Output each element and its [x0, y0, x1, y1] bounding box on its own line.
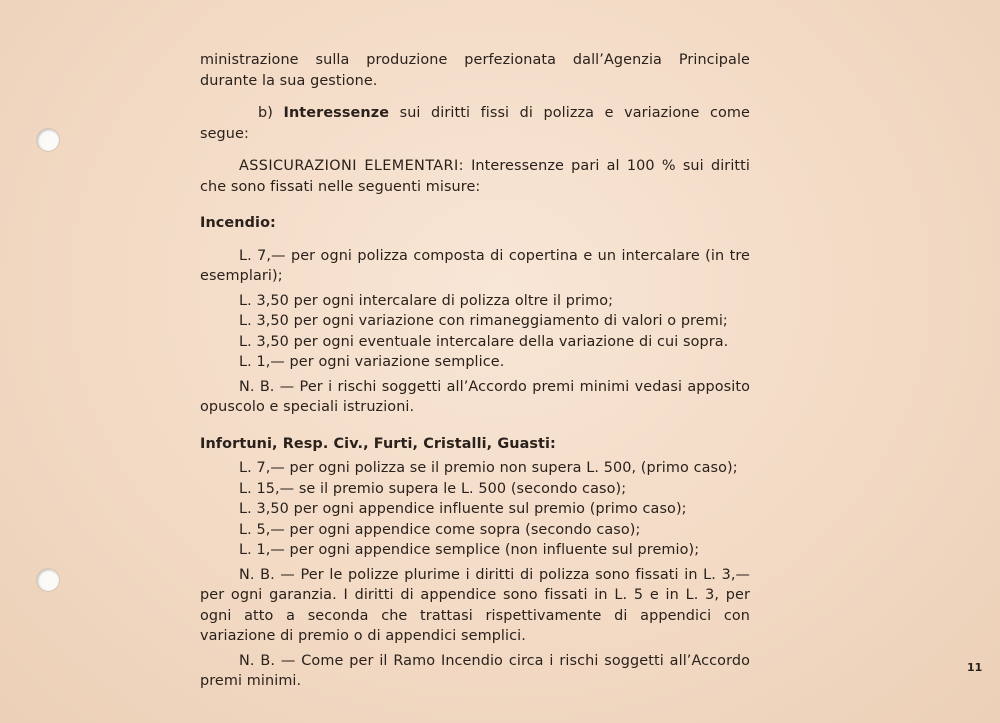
- incendio-line-5: L. 1,— per ogni variazione semplice.: [239, 354, 505, 370]
- section-b-title: Interessenze: [283, 105, 390, 121]
- infortuni-line-4: L. 5,— per ogni appendice come sopra (secondo caso);: [239, 521, 641, 538]
- infortuni-line-3: L. 3,50 per ogni appendice influente sul premio (primo caso);: [239, 501, 687, 517]
- incendio-line-1: L. 7,— per ogni polizza composta di copertina e un intercalare (in tre esemplari);: [200, 247, 750, 284]
- incendio-line-4: L. 3,50 per ogni eventuale intercalare della variazione di cui sopra.: [239, 333, 729, 350]
- infortuni-line-5: L. 1,— per ogni appendice semplice (non influente sul premio);: [239, 542, 700, 558]
- assicurazioni-paragraph: [200, 156, 750, 197]
- incendio-note: N. B. — Per i rischi soggetti all’Accordo premi minimi vedasi apposito opuscolo e speciali istruzioni.: [200, 378, 750, 415]
- section-b-text: sui diritti fissi di polizza e variazione come segue:: [200, 105, 750, 142]
- section-b-paragraph: [200, 103, 750, 144]
- infortuni-note-2: N. B. — Come per il Ramo Incendio circa i rischi soggetti all’Accordo premi minimi.: [200, 652, 750, 689]
- incendio-heading: Incendio:: [200, 215, 276, 231]
- assicurazioni-title: ASSICURAZIONI ELEMENTARI:: [239, 158, 464, 174]
- assicurazioni-text: Interessenze pari al 100 % sui diritti che sono fissati nelle seguenti misure:: [200, 158, 750, 195]
- section-b-prefix: b): [258, 105, 273, 121]
- incendio-line-3: L. 3,50 per ogni variazione con rimaneggiamento di valori o premi;: [239, 313, 728, 329]
- incendio-line-2: L. 3,50 per ogni intercalare di polizza oltre il primo;: [239, 292, 614, 309]
- page-number: 11: [967, 661, 983, 674]
- infortuni-line-2: L. 15,— se il premio supera le L. 500 (secondo caso);: [239, 480, 627, 497]
- intro-paragraph: ministrazione sulla produzione perfezionata dall’Agenzia Principale durante la sua gestione.: [200, 52, 750, 89]
- infortuni-heading: Infortuni, Resp. Civ., Furti, Cristalli, Guasti:: [200, 435, 556, 452]
- document-body: [200, 50, 750, 692]
- infortuni-line-1: L. 7,— per ogni polizza se il premio non supera L. 500, (primo caso);: [239, 460, 738, 476]
- binder-hole-top: [36, 128, 60, 152]
- binder-hole-bottom: [36, 568, 60, 592]
- infortuni-note-1: N. B. — Per le polizze plurime i diritti di polizza sono fissati in L. 3,— per ogni garanzia. I diritti di appendice sono fissati in L. 5 e in L. 3, per ogni atto a seconda che trattasi rispettivamente di appendici con variazione di premio o di appendici semplici.: [200, 566, 750, 644]
